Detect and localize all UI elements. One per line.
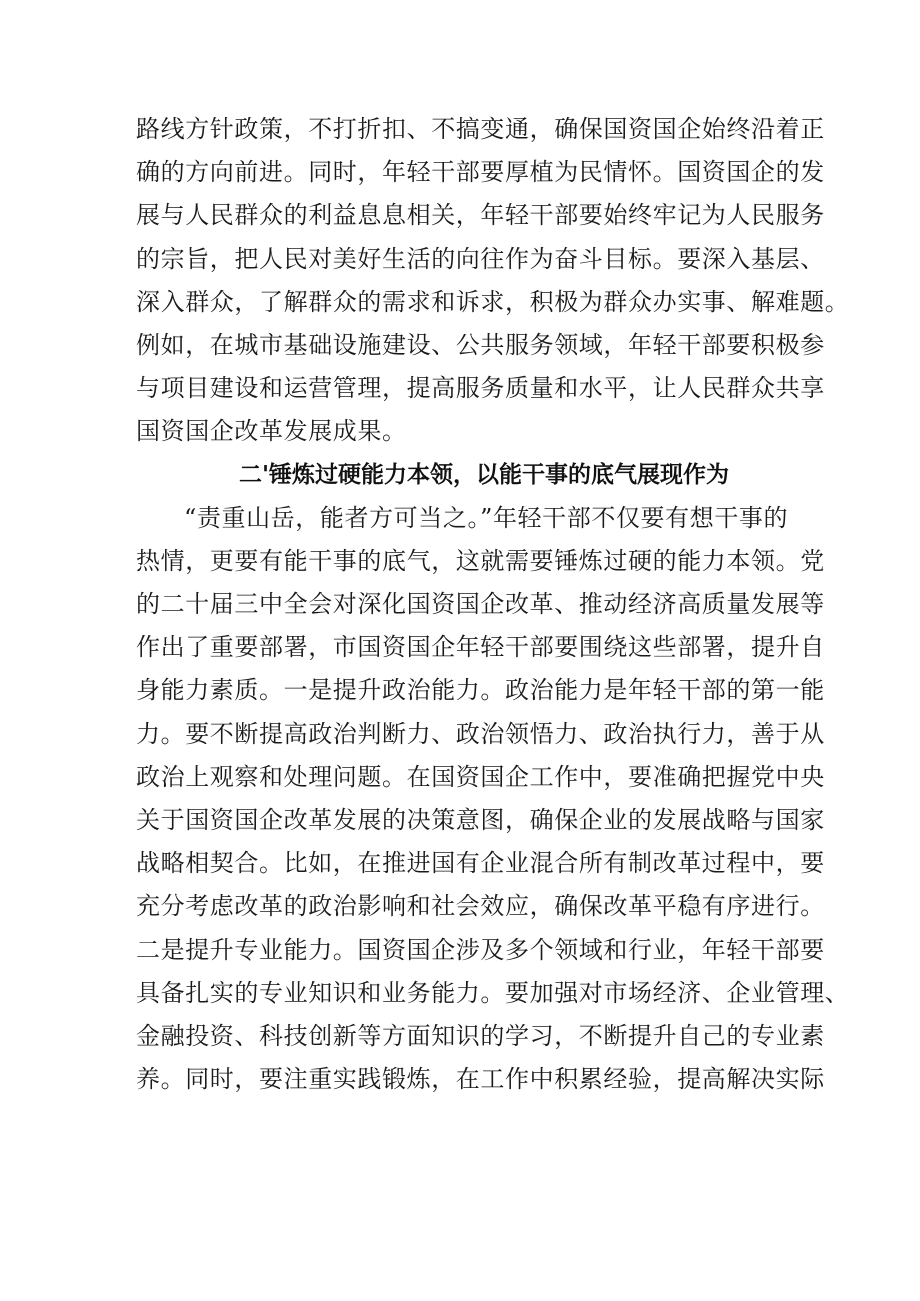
text-line: 关于国资国企改革发展的决策意图，确保企业的发展战略与国家 — [136, 806, 825, 834]
paragraph-1 — [136, 108, 850, 454]
text-line: 的二十届三中全会对深化国资国企改革、推动经济高质量发展等 — [136, 590, 825, 619]
text-line: 力。要不断提高政治判断力、政治领悟力、政治执行力，善于从 — [136, 719, 825, 748]
text-line: 确的方向前进。同时，年轻干部要厚植为民情怀。国资国企的发 — [136, 158, 825, 187]
text-line: 深入群众，了解群众的需求和诉求，积极为群众办实事、解难题。 — [136, 287, 850, 316]
paragraph-2 — [136, 497, 850, 1102]
text-line: 的宗旨，把人民对美好生活的向往作为奋斗目标。要深入基层、 — [136, 244, 825, 273]
document-body — [136, 108, 850, 1101]
text-line: 国资国企改革发展成果。 — [136, 417, 407, 446]
section-heading: 二'锤炼过硬能力本领，以能干事的底气展现作为 — [238, 461, 730, 488]
text-line: 热情，更要有能干事的底气，这就需要锤炼过硬的能力本领。党 — [136, 546, 825, 575]
text-line: 作出了重要部署，市国资国企年轻干部要围绕这些部署，提升自 — [136, 633, 825, 662]
text-line: 身能力素质。一是提升政治能力。政治能力是年轻干部的第一能 — [136, 676, 825, 705]
text-line: 金融投资、科技创新等方面知识的学习，不断提升自己的专业素 — [136, 1021, 825, 1050]
text-line: 与项目建设和运营管理，提高服务质量和水平，让人民群众共享 — [136, 374, 825, 403]
text-line: 例如，在城市基础设施建设、公共服务领域，年轻干部要积极参 — [136, 330, 825, 359]
text-line: 二是提升专业能力。国资国企涉及多个领域和行业，年轻干部要 — [136, 935, 825, 964]
text-line: 政治上观察和处理问题。在国资国企工作中，要准确把握党中央 — [136, 762, 825, 791]
text-line: 战略相契合。比如，在推进国有企业混合所有制改革过程中，要 — [136, 849, 825, 878]
text-line: 具备扎实的专业知识和业务能力。要加强对市场经济、企业管理、 — [136, 978, 850, 1007]
text-line: 养。同时，要注重实践锻炼，在工作中积累经验，提高解决实际 — [136, 1065, 825, 1094]
text-line: “责重山岳，能者方可当之。”年轻干部不仅要有想干事的 — [184, 503, 789, 532]
text-line: 路线方针政策，不打折扣、不搞变通，确保国资国企始终沿着正 — [136, 115, 825, 143]
text-line: 充分考虑改革的政治影响和社会效应，确保改革平稳有序进行。 — [136, 892, 825, 921]
text-line: 展与人民群众的利益息息相关，年轻干部要始终牢记为人民服务 — [136, 201, 825, 230]
